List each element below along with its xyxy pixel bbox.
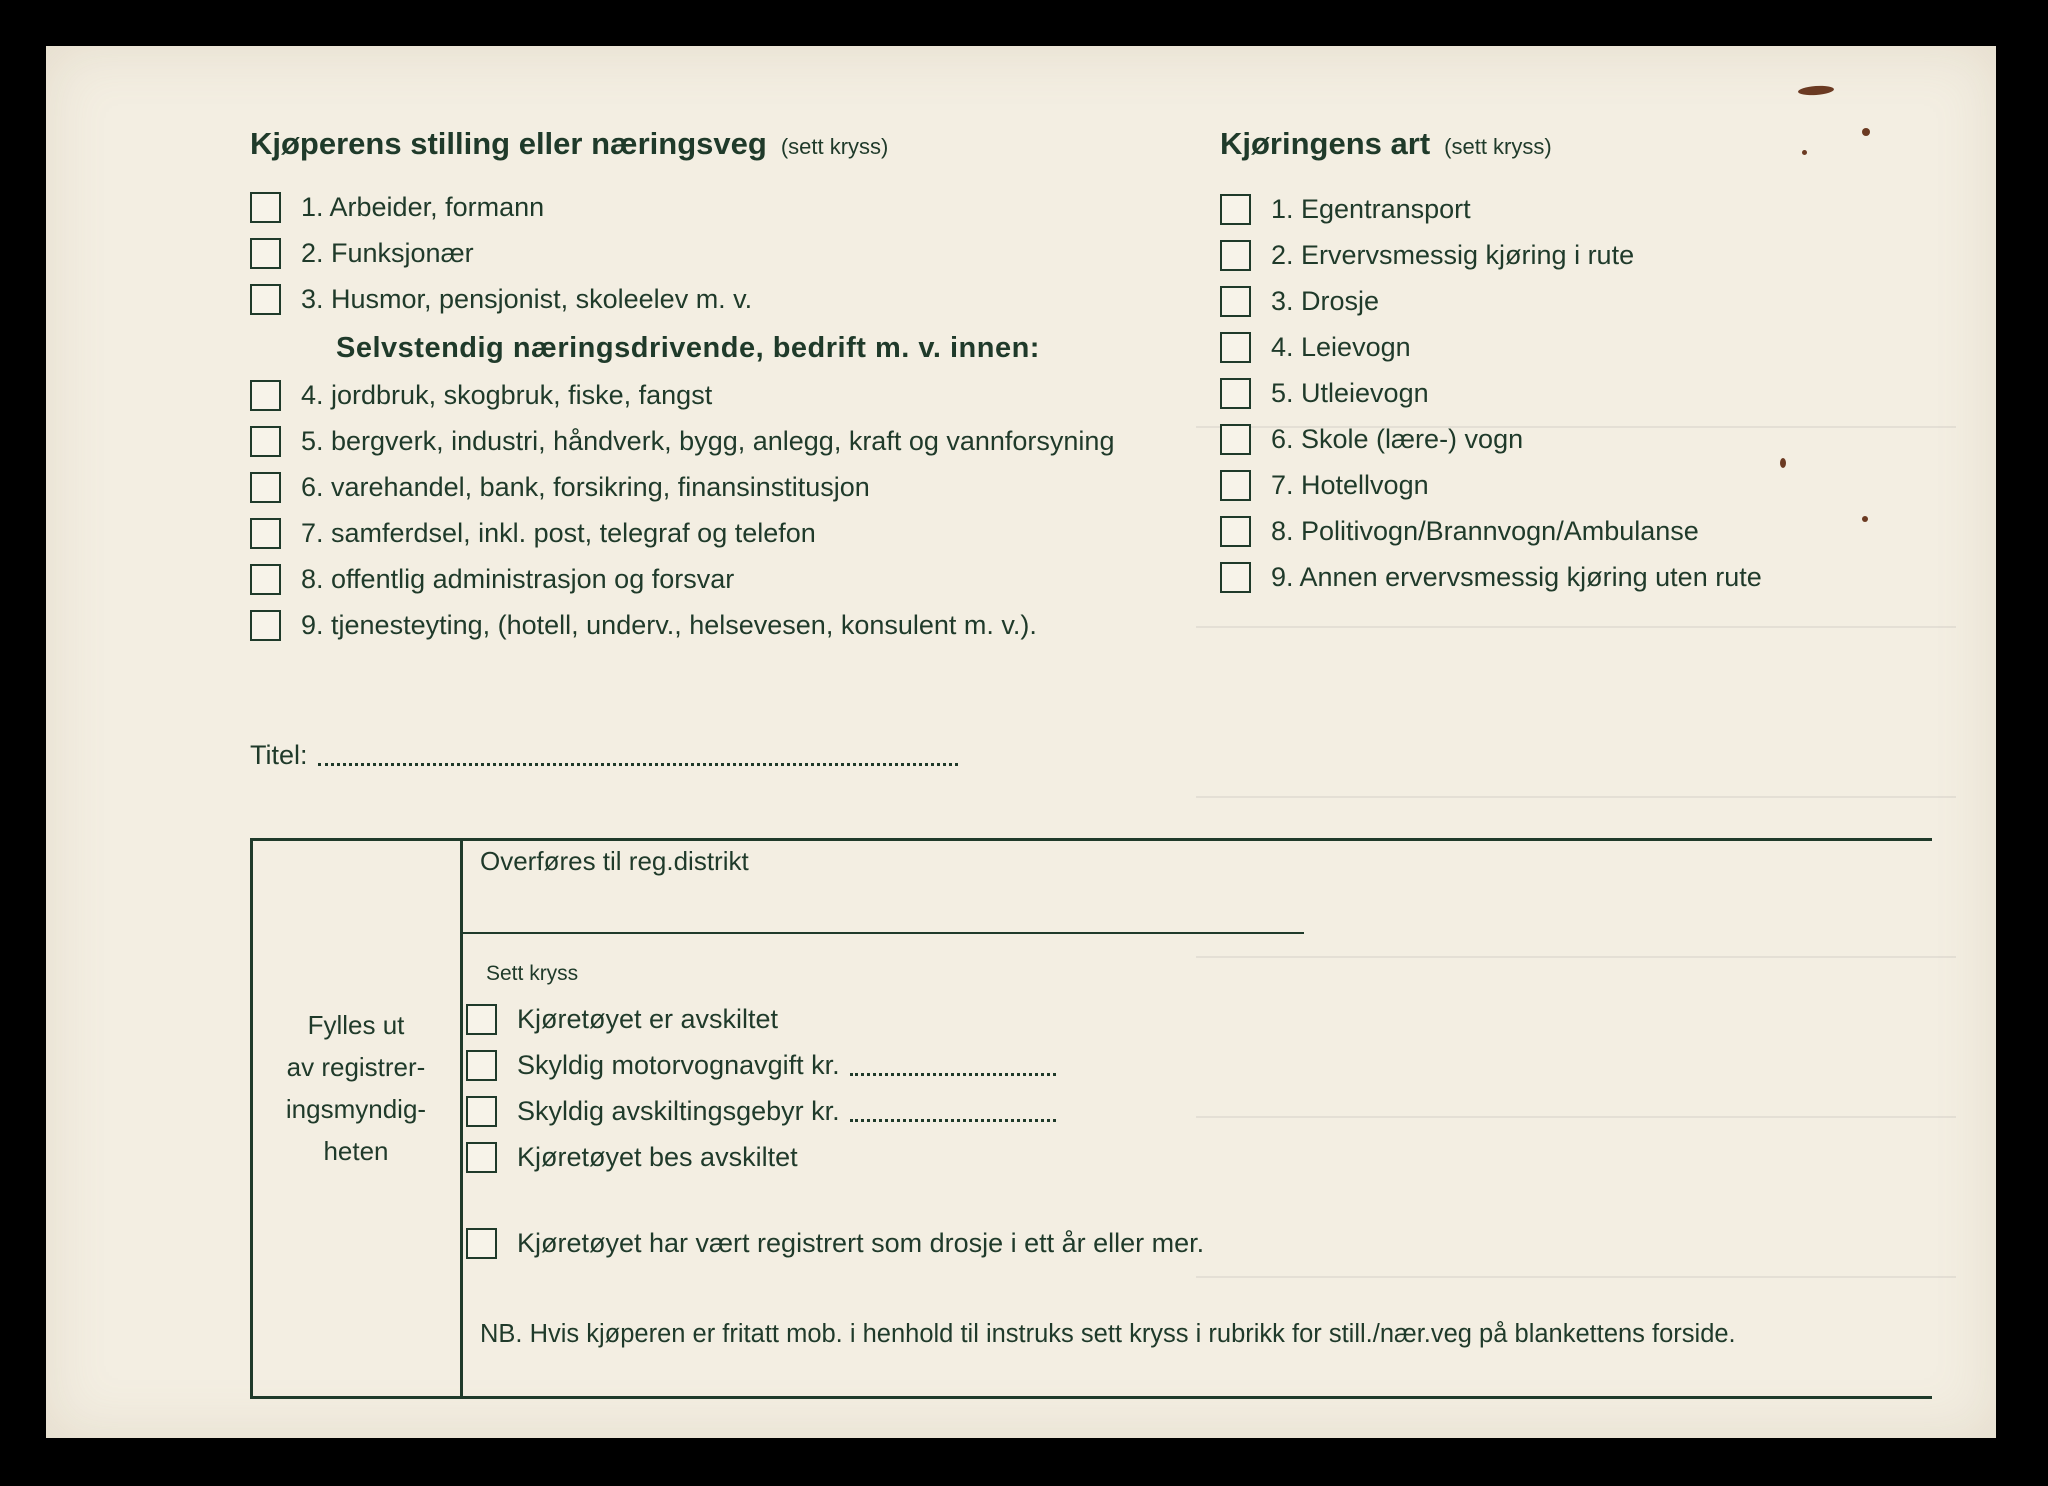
right-item-9[interactable]	[1220, 562, 1762, 593]
left-item-3[interactable]	[250, 284, 752, 315]
right-item-label: 9. Annen ervervsmessig kjøring uten rute	[1271, 562, 1762, 592]
registry-item-bes-avskiltet[interactable]	[466, 1142, 798, 1173]
checkbox[interactable]	[250, 380, 281, 411]
right-section-title	[1220, 126, 1552, 162]
registry-item-avskiltet[interactable]	[466, 1004, 778, 1035]
checkbox[interactable]	[466, 1228, 497, 1259]
checkbox[interactable]	[1220, 562, 1251, 593]
registry-item-drosje[interactable]	[466, 1228, 1204, 1259]
checkbox[interactable]	[466, 1004, 497, 1035]
checkbox[interactable]	[250, 564, 281, 595]
right-item-6[interactable]	[1220, 424, 1523, 455]
left-title-text: Kjøperens stilling eller næringsveg	[250, 126, 767, 161]
right-item-label: 3. Drosje	[1271, 286, 1380, 316]
transfer-label: Overføres til reg.distrikt	[480, 846, 749, 876]
right-item-2[interactable]	[1220, 240, 1634, 271]
checkbox[interactable]	[1220, 194, 1251, 225]
right-item-label: 6. Skole (lære-) vogn	[1271, 424, 1524, 454]
titel-row	[250, 740, 958, 771]
right-title-text: Kjøringens art	[1220, 126, 1431, 161]
stain-mark	[1862, 516, 1868, 522]
right-item-4[interactable]	[1220, 332, 1411, 363]
checkbox[interactable]	[1220, 332, 1251, 363]
amount-input-line[interactable]	[850, 1055, 1056, 1076]
registry-box-bottom-border	[250, 1396, 1932, 1399]
left-item-9[interactable]	[250, 610, 1037, 641]
right-item-1[interactable]	[1220, 194, 1471, 225]
registry-item-label: Skyldig avskiltingsgebyr kr.	[517, 1096, 840, 1126]
left-title-note: (sett kryss)	[780, 134, 889, 159]
right-item-label: 8. Politivogn/Brannvogn/Ambulanse	[1271, 516, 1699, 546]
checkbox[interactable]	[1220, 378, 1251, 409]
checkbox[interactable]	[1220, 470, 1251, 501]
stain-mark	[1862, 128, 1870, 136]
right-item-8[interactable]	[1220, 516, 1699, 547]
registry-box-top-border	[250, 838, 1932, 841]
right-item-3[interactable]	[1220, 286, 1379, 317]
left-item-7[interactable]	[250, 518, 816, 549]
right-item-label: 2. Ervervsmessig kjøring i rute	[1271, 240, 1635, 270]
side-label-line: Fylles ut	[307, 1010, 405, 1040]
left-item-label: 1. Arbeider, formann	[301, 192, 545, 222]
stain-mark	[1798, 85, 1835, 96]
sett-kryss-label: Sett kryss	[486, 962, 579, 985]
checkbox[interactable]	[250, 192, 281, 223]
right-item-label: 1. Egentransport	[1271, 194, 1471, 224]
registry-item-avskiltingsgebyr[interactable]	[466, 1096, 1056, 1127]
amount-input-line[interactable]	[850, 1101, 1056, 1122]
checkbox[interactable]	[1220, 240, 1251, 271]
right-item-label: 7. Hotellvogn	[1271, 470, 1429, 500]
titel-label: Titel:	[250, 740, 308, 770]
left-item-5[interactable]	[250, 426, 1114, 457]
left-item-label: 6. varehandel, bank, forsikring, finansinstitusjon	[301, 472, 870, 502]
left-item-label: 3. Husmor, pensjonist, skoleelev m. v.	[301, 284, 753, 314]
left-item-6[interactable]	[250, 472, 870, 503]
registry-item-label: Kjøretøyet har vært registrert som drosje i ett år eller mer.	[517, 1228, 1205, 1258]
form-paper	[46, 46, 1996, 1438]
registry-side-label	[252, 1004, 460, 1172]
registry-item-label: Skyldig motorvognavgift kr.	[517, 1050, 840, 1080]
stain-mark	[1780, 458, 1786, 468]
nb-note: NB. Hvis kjøperen er fritatt mob. i henhold til instruks sett kryss i rubrikk for still./nær.veg på blankettens forside.	[480, 1320, 1736, 1348]
registry-item-label: Kjøretøyet bes avskiltet	[517, 1142, 798, 1172]
checkbox[interactable]	[466, 1096, 497, 1127]
left-item-label: 4. jordbruk, skogbruk, fiske, fangst	[301, 380, 713, 410]
left-item-label: 5. bergverk, industri, håndverk, bygg, anlegg, kraft og vannforsyning	[301, 426, 1115, 456]
checkbox[interactable]	[466, 1142, 497, 1173]
checkbox[interactable]	[250, 284, 281, 315]
right-item-label: 5. Utleievogn	[1271, 378, 1429, 408]
checkbox[interactable]	[250, 472, 281, 503]
right-item-7[interactable]	[1220, 470, 1429, 501]
registry-box-divider	[460, 838, 463, 1399]
right-title-note: (sett kryss)	[1444, 134, 1552, 159]
right-item-5[interactable]	[1220, 378, 1429, 409]
registry-item-motorvognavgift[interactable]	[466, 1050, 1056, 1081]
left-section-title	[250, 126, 888, 162]
side-label-line: heten	[323, 1136, 389, 1166]
stain-mark	[1802, 150, 1807, 155]
titel-input-line[interactable]	[318, 745, 958, 766]
left-item-1[interactable]	[250, 192, 544, 223]
left-item-label: 9. tjenesteyting, (hotell, underv., helsevesen, konsulent m. v.).	[301, 610, 1037, 640]
side-label-line: ingsmyndig-	[285, 1094, 427, 1124]
left-item-label: 2. Funksjonær	[301, 238, 474, 268]
left-item-label: 7. samferdsel, inkl. post, telegraf og telefon	[301, 518, 816, 548]
left-item-2[interactable]	[250, 238, 474, 269]
checkbox[interactable]	[466, 1050, 497, 1081]
left-item-4[interactable]	[250, 380, 712, 411]
bleed-through-lines	[1196, 196, 1976, 1396]
checkbox[interactable]	[1220, 286, 1251, 317]
side-label-line: av registrer-	[286, 1052, 426, 1082]
left-item-label: 8. offentlig administrasjon og forsvar	[301, 564, 735, 594]
checkbox[interactable]	[1220, 424, 1251, 455]
right-item-label: 4. Leievogn	[1271, 332, 1411, 362]
registry-item-label: Kjøretøyet er avskiltet	[517, 1004, 779, 1034]
left-item-8[interactable]	[250, 564, 734, 595]
checkbox[interactable]	[1220, 516, 1251, 547]
left-subheading: Selvstendig næringsdrivende, bedrift m. v. innen:	[336, 332, 1040, 364]
checkbox[interactable]	[250, 238, 281, 269]
checkbox[interactable]	[250, 610, 281, 641]
checkbox[interactable]	[250, 426, 281, 457]
transfer-underline[interactable]	[462, 932, 1304, 934]
checkbox[interactable]	[250, 518, 281, 549]
